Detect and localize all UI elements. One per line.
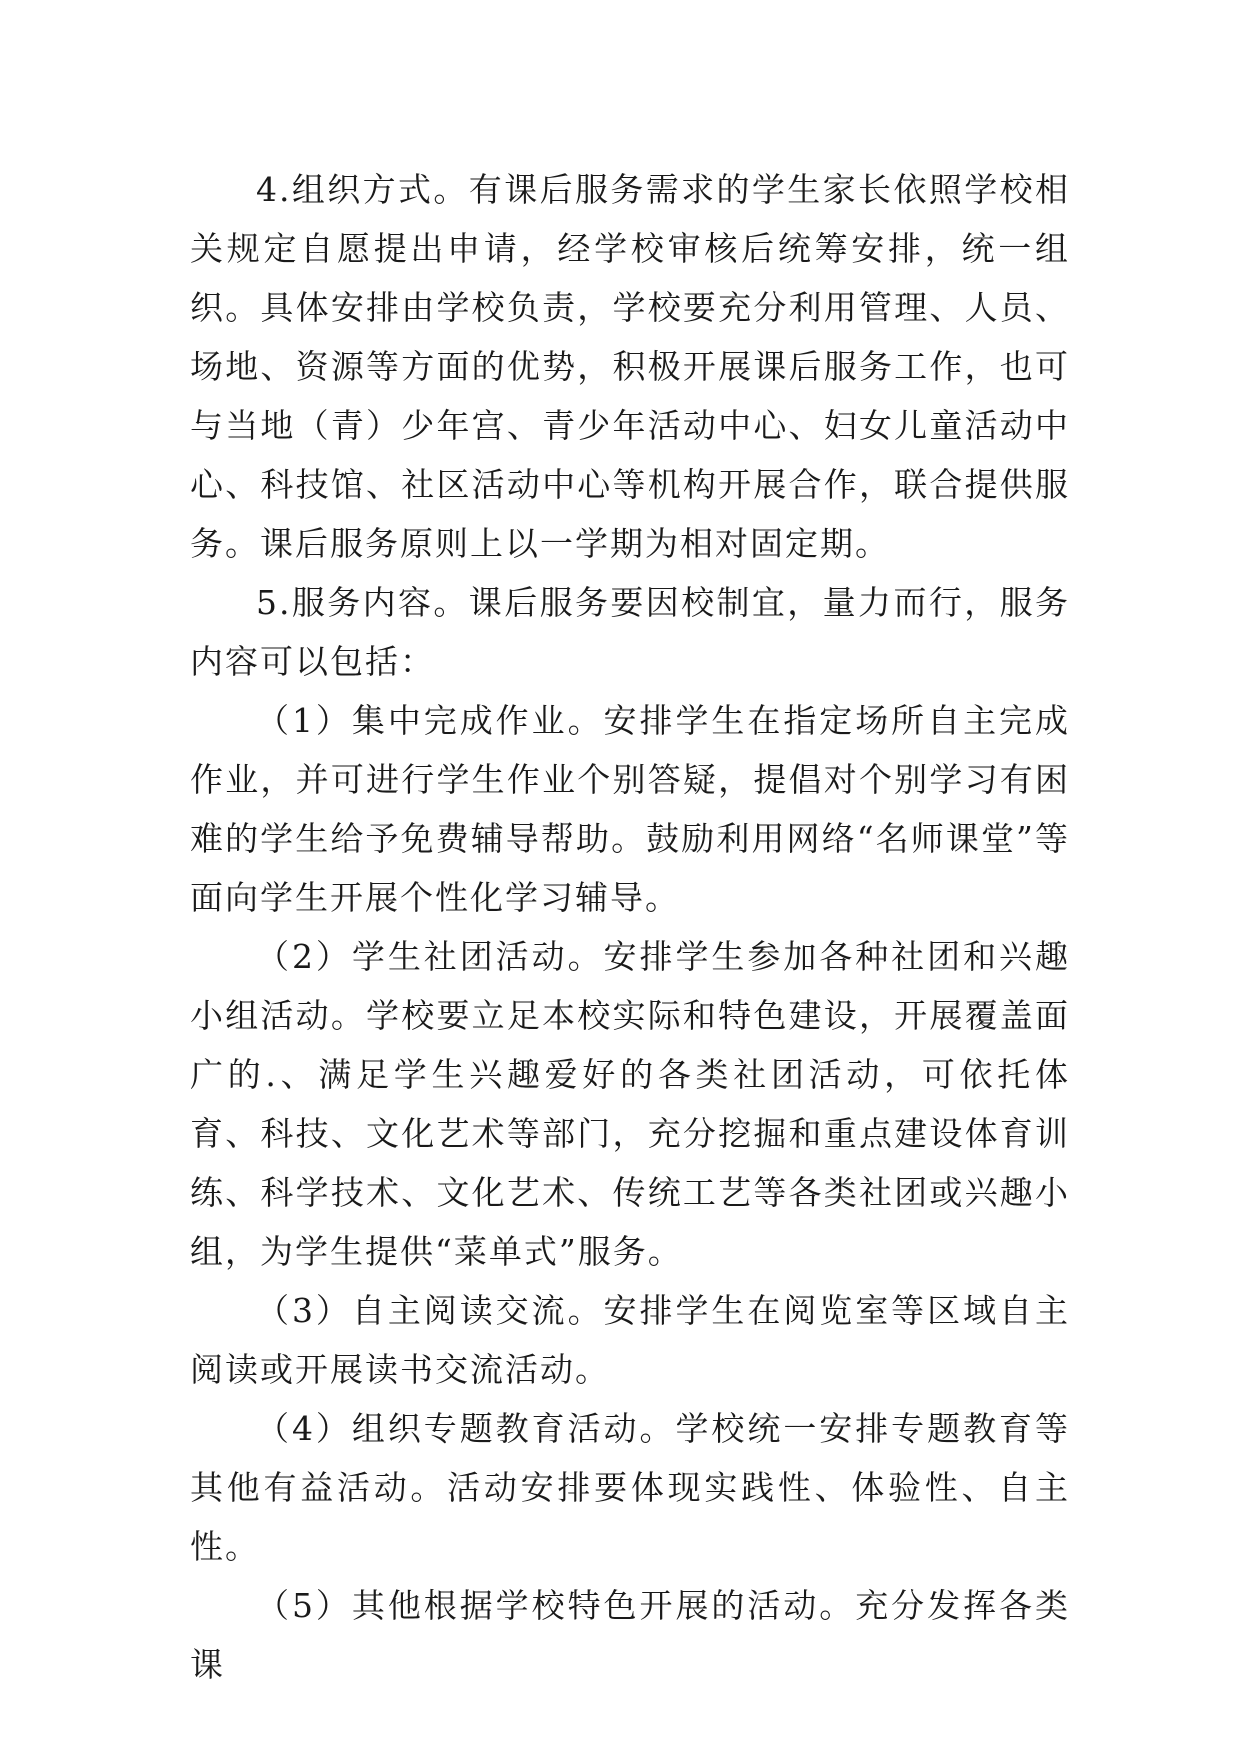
paragraph-item-4-special-education: （4）组织专题教育活动。学校统一安排专题教育等其他有益活动。活动安排要体现实践性、体验性、自主性。 [190,1409,1070,1566]
paragraph-item-2-clubs: （2）学生社团活动。安排学生参加各种社团和兴趣小组活动。学校要立足本校实际和特色建设，开展覆盖面广的.、满足学生兴趣爱好的各类社团活动，可依托体育、科技、文化艺术等部门，充分挖掘和重点建设体育训练、科学技术、文化艺术、传统工艺等各类社团或兴趣小组，为学生提供“菜单式”服务。 [190,937,1070,1271]
document-body [190,160,1070,1694]
paragraph-item-1-homework: （1）集中完成作业。安排学生在指定场所自主完成作业，并可进行学生作业个别答疑，提倡对个别学习有困难的学生给予免费辅导帮助。鼓励利用网络“名师课堂”等面向学生开展个性化学习辅导。 [190,701,1070,917]
paragraph-item-3-reading: （3）自主阅读交流。安排学生在阅览室等区域自主阅读或开展读书交流活动。 [190,1291,1070,1389]
paragraph-item-5-other-activities: （5）其他根据学校特色开展的活动。充分发挥各类课 [190,1586,1070,1684]
paragraph-service-content: 5.服务内容。课后服务要因校制宜，量力而行，服务内容可以包括： [190,583,1070,681]
paragraph-organization-method: 4.组织方式。有课后服务需求的学生家长依照学校相关规定自愿提出申请，经学校审核后统筹安排，统一组织。具体安排由学校负责，学校要充分利用管理、人员、场地、资源等方面的优势，积极开展课后服务工作，也可与当地（青）少年宫、青少年活动中心、妇女儿童活动中心、科技馆、社区活动中心等机构开展合作，联合提供服务。课后服务原则上以一学期为相对固定期。 [190,170,1070,563]
